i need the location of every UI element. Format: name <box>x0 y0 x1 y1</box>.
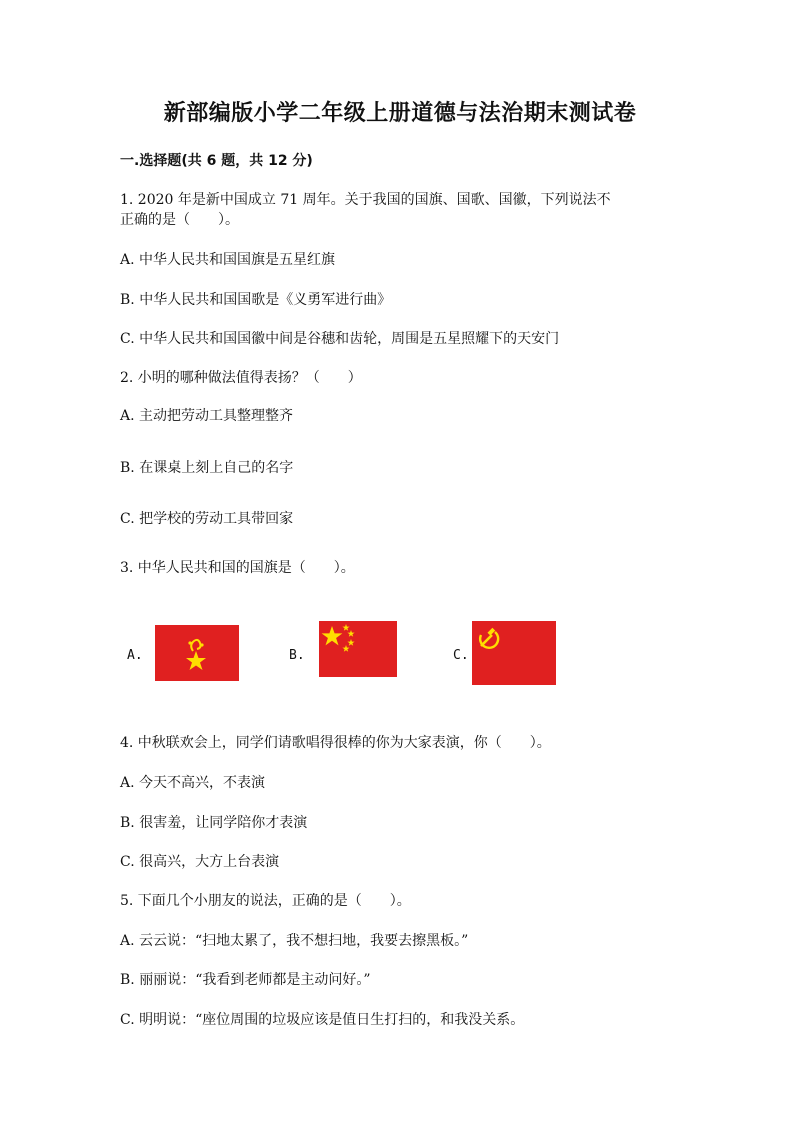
question-2-option-a: A. 主动把劳动工具整理整齐 <box>120 408 294 424</box>
question-4-option-c: C. 很高兴，大方上台表演 <box>120 854 280 870</box>
question-4-option-a: A. 今天不高兴，不表演 <box>120 775 266 791</box>
question-5-option-c: C. 明明说：“座位周围的垃圾应该是值日生打扫的，和我没关系。 <box>120 1012 525 1028</box>
question-3-stem: 3. 中华人民共和国的国旗是（ ）。 <box>120 560 355 576</box>
question-5-stem: 5. 下面几个小朋友的说法，正确的是（ ）。 <box>120 893 411 909</box>
question-2-option-b: B. 在课桌上刻上自己的名字 <box>120 460 294 476</box>
question-2-stem: 2. 小明的哪种做法值得表扬？（ ） <box>120 370 362 386</box>
flag-option-c-image <box>472 621 556 685</box>
page-title: 新部编版小学二年级上册道德与法治期末测试卷 <box>163 101 637 126</box>
flag-option-a-label: A. <box>127 648 143 663</box>
flag-option-c-label: C. <box>453 648 469 663</box>
question-1-stem-line2: 正确的是（ ）。 <box>120 212 239 228</box>
flag-option-b-image <box>319 621 397 677</box>
question-1-option-a: A. 中华人民共和国国旗是五星红旗 <box>120 252 336 268</box>
question-1-option-c: C. 中华人民共和国国徽中间是谷穗和齿轮，周围是五星照耀下的天安门 <box>120 331 560 347</box>
section-heading: 一.选择题(共 6 题，共 12 分) <box>120 153 313 169</box>
question-2-option-c: C. 把学校的劳动工具带回家 <box>120 511 294 527</box>
question-4-stem: 4. 中秋联欢会上，同学们请歌唱得很棒的你为大家表演，你（ ）。 <box>120 735 551 751</box>
flag-option-b-label: B. <box>289 648 305 663</box>
question-1-stem-line1: 1. 2020 年是新中国成立 71 周年。关于我国的国旗、国歌、国徽，下列说法不 <box>120 192 611 208</box>
flag-option-a-image <box>155 625 239 681</box>
question-1-option-b: B. 中华人民共和国国歌是《义勇军进行曲》 <box>120 292 392 308</box>
question-4-option-b: B. 很害羞，让同学陪你才表演 <box>120 815 308 831</box>
question-5-option-a: A. 云云说：“扫地太累了，我不想扫地，我要去擦黑板。” <box>120 933 469 949</box>
question-5-option-b: B. 丽丽说：“我看到老师都是主动问好。” <box>120 972 371 988</box>
